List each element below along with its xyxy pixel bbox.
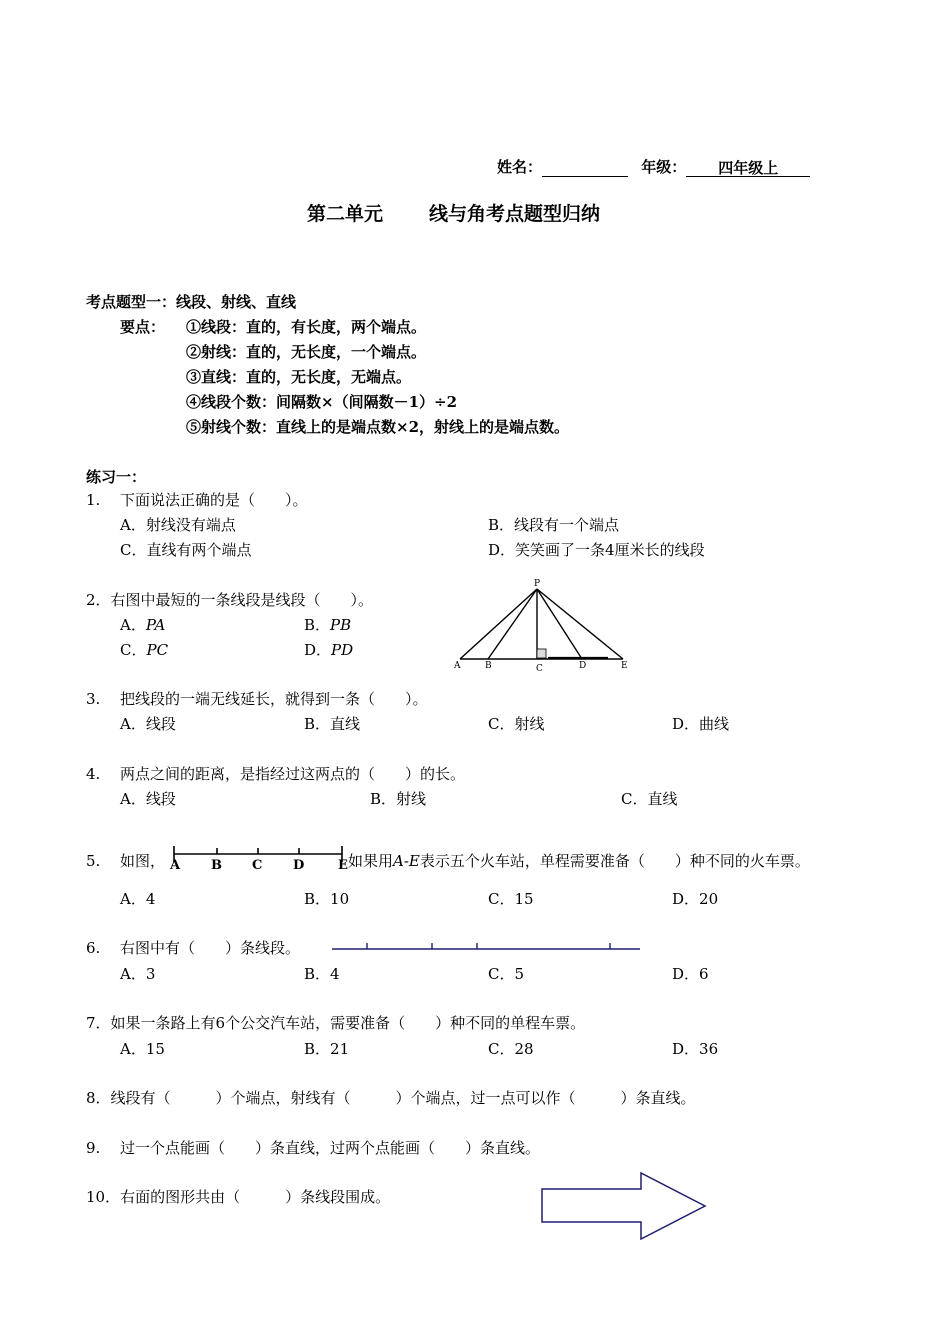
q5-option-d[interactable]: D．20 — [672, 890, 719, 908]
topic-title: 线与角考点题型归纳 — [429, 203, 601, 225]
q6-option-b[interactable]: B．4 — [304, 965, 340, 983]
q10-arrow-figure — [538, 1170, 710, 1242]
q1-option-b[interactable]: B．线段有一个端点 — [488, 516, 620, 534]
key-points-label: 要点： — [120, 318, 166, 336]
q6-segment-figure — [330, 938, 644, 954]
q3-option-c[interactable]: C．射线 — [488, 715, 545, 733]
practice-heading: 练习一： — [86, 468, 147, 486]
arrow-shape — [542, 1173, 705, 1239]
segment-pe — [537, 589, 623, 659]
q2-option-d[interactable]: D．PD — [304, 641, 354, 659]
q1-option-a[interactable]: A．射线没有端点 — [120, 516, 236, 534]
q3-number: 3. — [86, 690, 101, 708]
q6-text: 右图中有（ ）条线段。 — [120, 939, 301, 957]
station-c: C — [252, 858, 263, 872]
q1-option-c[interactable]: C．直线有两个端点 — [120, 541, 252, 559]
segment-pa — [460, 589, 537, 659]
segment-pb — [488, 589, 537, 659]
q7-option-c[interactable]: C．28 — [488, 1040, 534, 1058]
grade-label: 年级： — [641, 158, 687, 176]
q3-option-a[interactable]: A．线段 — [120, 715, 176, 733]
q5-station-figure — [170, 840, 350, 872]
segment-pd — [537, 589, 582, 659]
q5-text-before: 如图， — [120, 852, 166, 870]
q9-number: 9. — [86, 1139, 101, 1157]
key-point-3: ③直线：直的，无长度，无端点。 — [186, 368, 412, 386]
q5-option-a[interactable]: A．4 — [120, 890, 156, 908]
q5-option-b[interactable]: B．10 — [304, 890, 350, 908]
label-p: P — [534, 579, 541, 589]
q9-text: 过一个点能画（ ）条直线，过两个点能画（ ）条直线。 — [120, 1139, 541, 1157]
q7-option-a[interactable]: A．15 — [120, 1040, 165, 1058]
right-angle-mark — [537, 649, 546, 658]
q2-option-a[interactable]: A．PA — [120, 616, 166, 634]
q6-option-d[interactable]: D．6 — [672, 965, 709, 983]
key-point-1: ①线段：直的，有长度，两个端点。 — [186, 318, 427, 336]
q3-option-d[interactable]: D．曲线 — [672, 715, 730, 733]
station-d: D — [293, 858, 305, 872]
q5-text-after: 如果用A-E表示五个火车站，单程需要准备（ ）种不同的火车票。 — [348, 852, 810, 870]
q5-number: 5. — [86, 852, 101, 870]
q1-option-d[interactable]: D．笑笑画了一条4厘米长的线段 — [488, 541, 705, 559]
q1-number: 1. — [86, 491, 101, 509]
label-d: D — [579, 661, 587, 671]
label-a: A — [454, 661, 461, 671]
q6-option-c[interactable]: C．5 — [488, 965, 525, 983]
key-point-2: ②射线：直的，无长度，一个端点。 — [186, 343, 427, 361]
q2-triangle-figure — [448, 574, 638, 674]
q2-option-b[interactable]: B．PB — [304, 616, 352, 634]
section-heading: 考点题型一：线段、射线、直线 — [86, 293, 297, 311]
q8-text: 8．线段有（ ）个端点，射线有（ ）个端点，过一点可以作（ ）条直线。 — [86, 1089, 696, 1107]
q5-option-c[interactable]: C．15 — [488, 890, 534, 908]
q4-number: 4. — [86, 765, 101, 783]
q7-text: 7．如果一条路上有6个公交汽车站，需要准备（ ）种不同的单程车票。 — [86, 1014, 586, 1032]
q7-option-b[interactable]: B．21 — [304, 1040, 350, 1058]
page-title — [307, 204, 600, 224]
q4-option-c[interactable]: C．直线 — [621, 790, 678, 808]
name-field-row — [497, 157, 810, 177]
label-c: C — [536, 664, 543, 674]
q3-option-b[interactable]: B．直线 — [304, 715, 361, 733]
unit-title: 第二单元 — [307, 203, 384, 225]
q3-text: 把线段的一端无线延长，就得到一条（ ）。 — [120, 690, 428, 708]
station-e: E — [338, 858, 348, 872]
q2-text: 2．右图中最短的一条线段是线段（ ）。 — [86, 591, 374, 609]
station-b: B — [211, 858, 222, 872]
q1-text: 下面说法正确的是（ ）。 — [120, 491, 308, 509]
q6-number: 6. — [86, 939, 101, 957]
q4-option-a[interactable]: A．线段 — [120, 790, 176, 808]
q7-option-d[interactable]: D．36 — [672, 1040, 719, 1058]
q6-option-a[interactable]: A．3 — [120, 965, 156, 983]
label-b: B — [485, 661, 492, 671]
q2-option-c[interactable]: C．PC — [120, 641, 169, 659]
q4-text: 两点之间的距离，是指经过这两点的（ ）的长。 — [120, 765, 466, 783]
key-point-4: ④线段个数：间隔数×（间隔数－1）÷2 — [186, 393, 458, 411]
q4-option-b[interactable]: B．射线 — [370, 790, 427, 808]
name-label: 姓名： — [497, 158, 543, 176]
key-point-5: ⑤射线个数：直线上的是端点数×2，射线上的是端点数。 — [186, 418, 570, 436]
station-a: A — [170, 858, 181, 872]
name-blank[interactable] — [542, 158, 628, 177]
label-e: E — [621, 661, 628, 671]
grade-value: 四年级上 — [686, 158, 810, 177]
q10-text: 10．右面的图形共由（ ）条线段围成。 — [86, 1188, 391, 1206]
